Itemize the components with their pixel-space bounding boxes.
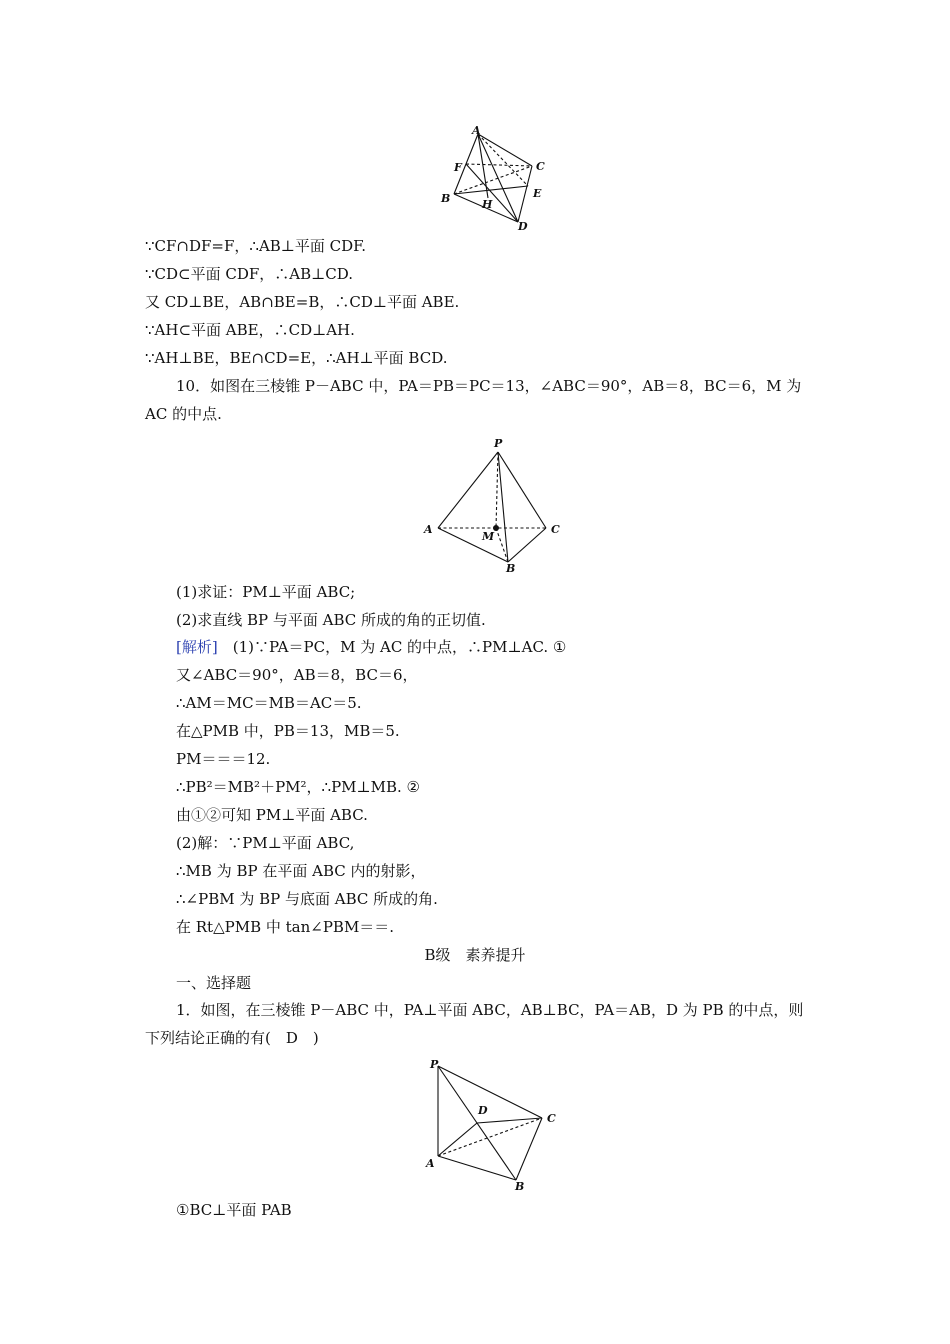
figure-tetrahedron-1 <box>432 124 562 232</box>
figure1-label-c: C <box>536 160 545 173</box>
figure2-label-m: M <box>482 530 495 543</box>
proof-line-4: ∵AH⊂平面 ABE，∴CD⊥AH. <box>145 321 355 339</box>
solution-line: 又∠ABC＝90°，AB＝8，BC＝6， <box>176 666 418 684</box>
segment-dc <box>477 1118 542 1123</box>
figure1-label-a: A <box>472 124 481 137</box>
subsection-title: 一、选择题 <box>176 974 252 992</box>
question-10-line-2: AC 的中点. <box>145 405 222 423</box>
question-10-part-1: (1)求证：PM⊥平面 ABC; <box>176 583 356 601</box>
solution-line: (2)解：∵PM⊥平面 ABC, <box>176 834 355 852</box>
edge-bc <box>508 528 546 562</box>
figure1-label-f: F <box>454 161 462 174</box>
figure3-label-p: P <box>430 1058 439 1071</box>
figure-pyramid-pabc <box>418 436 568 576</box>
solution-line: ∴AM＝MC＝MB＝AC＝5. <box>176 694 362 712</box>
figure1-label-b: B <box>441 192 451 205</box>
edge-pa <box>438 452 498 528</box>
figure3-label-b: B <box>515 1180 525 1192</box>
edge-ab <box>438 1156 516 1180</box>
solution-line: ∴MB 为 BP 在平面 ABC 内的射影， <box>176 862 426 880</box>
question-1-line-2: 下列结论正确的有( D ) <box>145 1029 319 1047</box>
solution-line: 在 Rt△PMB 中 tan∠PBM＝＝. <box>176 918 395 936</box>
question-10-line-1: 10．如图在三棱锥 P－ABC 中，PA＝PB＝PC＝13，∠ABC＝90°，AB＝8，BC＝6，M 为 <box>176 377 802 395</box>
edge-pb <box>498 452 508 562</box>
figure2-label-a: A <box>424 523 433 536</box>
solution-first-line <box>176 637 566 657</box>
figure-pyramid-pabc-d <box>422 1056 562 1192</box>
figure1-label-d: D <box>518 220 528 232</box>
edge-bc <box>516 1118 542 1180</box>
solution-line: 由①②可知 PM⊥平面 ABC. <box>176 806 368 824</box>
edge-ab <box>438 528 508 562</box>
proof-line-1: ∵CF∩DF=F，∴AB⊥平面 CDF. <box>145 237 367 255</box>
edge-ac <box>478 134 532 166</box>
proof-line-2: ∵CD⊂平面 CDF，∴AB⊥CD. <box>145 265 353 283</box>
figure3-label-a: A <box>426 1157 435 1170</box>
edge-cd <box>518 166 532 222</box>
solution-line: ∴∠PBM 为 BP 与底面 ABC 所成的角. <box>176 890 438 908</box>
section-title: B级 素养提升 <box>424 946 526 964</box>
figure1-label-e: E <box>533 187 542 200</box>
edge-pc <box>498 452 546 528</box>
figure2-label-c: C <box>551 523 560 536</box>
proof-line-5: ∵AH⊥BE，BE∩CD=E，∴AH⊥平面 BCD. <box>145 349 448 367</box>
solution-first-text: (1)∵PA＝PC，M 为 AC 的中点，∴PM⊥AC. ① <box>217 638 567 656</box>
figure1-label-h: H <box>482 198 493 211</box>
question-10-part-2: (2)求直线 BP 与平面 ABC 所成的角的正切值. <box>176 611 486 629</box>
solution-line: ∴PB²＝MB²＋PM²，∴PM⊥MB. ② <box>176 778 420 796</box>
solution-line: PM＝＝＝12. <box>176 750 271 768</box>
figure3-label-d: D <box>478 1104 488 1117</box>
option-1: ①BC⊥平面 PAB <box>176 1201 292 1219</box>
proof-line-3: 又 CD⊥BE，AB∩BE=B，∴CD⊥平面 ABE. <box>145 293 460 311</box>
figure2-label-b: B <box>506 562 516 575</box>
question-1-line-1: 1．如图，在三棱锥 P－ABC 中，PA⊥平面 ABC，AB⊥BC，PA＝AB，D 为 PB 的中点，则 <box>176 1001 804 1019</box>
edge-pc <box>438 1066 542 1118</box>
edge-ac <box>438 1118 542 1156</box>
segment-pm <box>496 452 498 528</box>
segment-fd <box>466 164 518 222</box>
segment-ad <box>438 1123 477 1156</box>
figure3-label-c: C <box>547 1112 556 1125</box>
figure2-label-p: P <box>494 437 503 450</box>
solution-line: 在△PMB 中，PB＝13，MB＝5. <box>176 722 400 740</box>
segment-fc <box>466 164 532 166</box>
solution-tag: [解析] <box>176 638 218 656</box>
segment-ae <box>478 134 528 186</box>
